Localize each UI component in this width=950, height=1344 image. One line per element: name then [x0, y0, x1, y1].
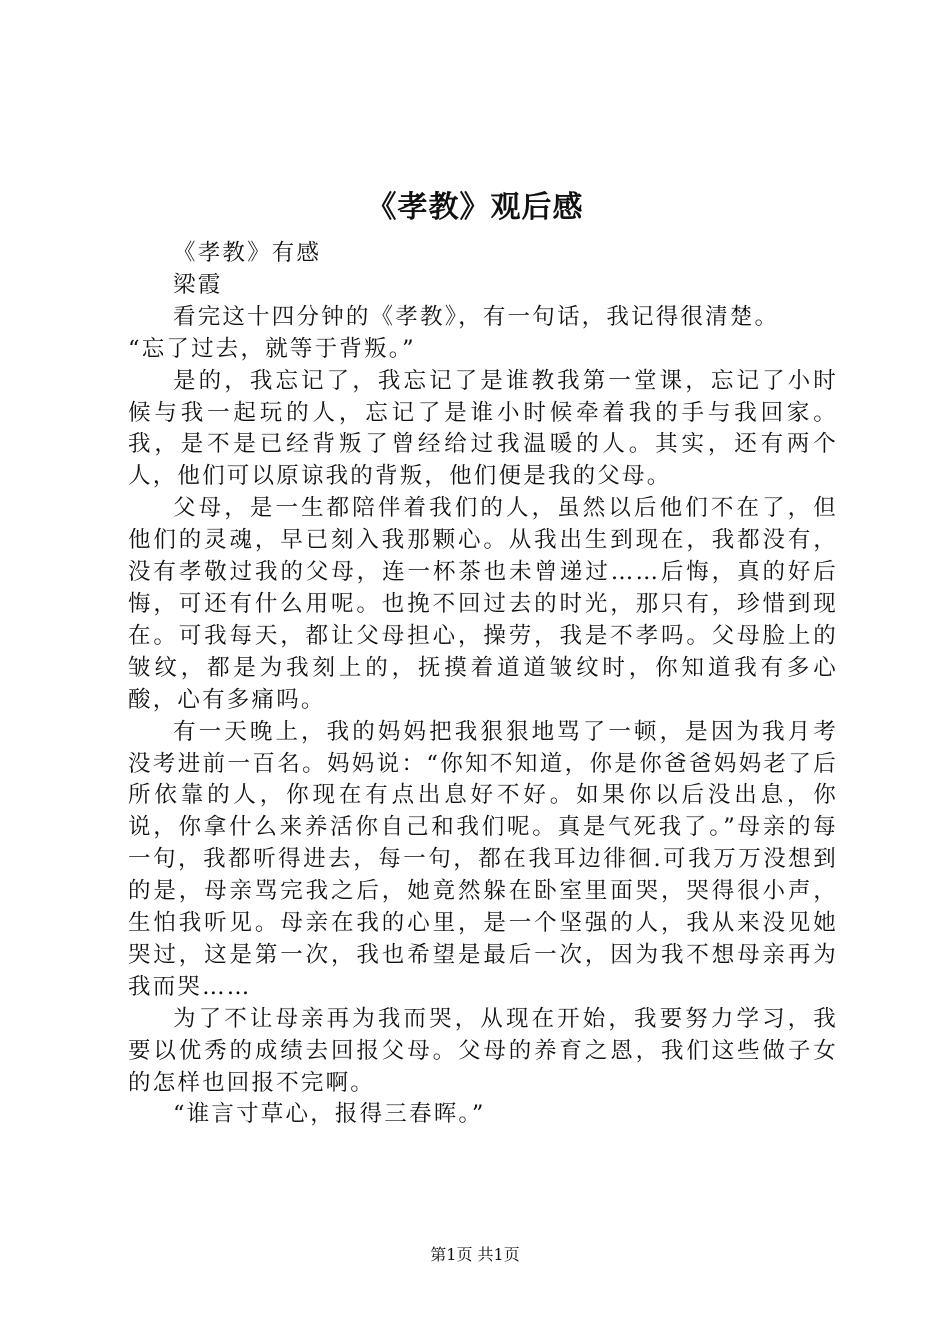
body-paragraph: 为了不让母亲再为我而哭，从现在开始，我要努力学习，我要以优秀的成绩去回报父母。父母的养育之恩，我们这些做子女的怎样也回报不完啊。	[128, 1005, 838, 1096]
quote-paragraph: “忘了过去，就等于背叛。”	[128, 335, 416, 362]
page-footer: 第1页 共1页	[430, 1245, 520, 1264]
body-paragraph: 父母，是一生都陪伴着我们的人，虽然以后他们不在了，但他们的灵魂，早已刻入我那颗心。从我出生到现在，我都没有，没有孝敬过我的父母，连一杯茶也未曾递过……后悔，真的好后悔，可还有什么用呢。也挽不回过去的时光，那只有，珍惜到现在。可我每天，都让父母担心，操劳，我是不孝吗。父母脸上的皱纹，都是为我刻上的，抚摸着道道皱纹时，你知道我有多心酸，心有多痛吗。	[128, 495, 838, 713]
subtitle-paragraph: 《孝教》有感	[173, 240, 322, 266]
body-paragraph: 有一天晚上，我的妈妈把我狠狠地骂了一顿，是因为我月考没考进前一百名。妈妈说：“你知不知道，你是你爸爸妈妈老了后所依靠的人，你现在有点出息好不好。如果你以后没出息，你说，你拿什么来养活你自己和我们呢。真是气死我了。”母亲的每一句，我都听得进去，每一句，都在我耳边徘徊.可我万万没想到的是，母亲骂完我之后，她竟然躲在卧室里面哭，哭得很小声，生怕我听见。母亲在我的心里，是一个坚强的人，我从来没见她哭过，这是第一次，我也希望是最后一次，因为我不想母亲再为我而哭……	[128, 718, 838, 1000]
document-body	[128, 238, 838, 1131]
document-title: 《孝教》观后感	[366, 190, 584, 225]
body-paragraph: 是的，我忘记了，我忘记了是谁教我第一堂课，忘记了小时候与我一起玩的人，忘记了是谁小时候牵着我的手与我回家。我，是不是已经背叛了曾经给过我温暖的人。其实，还有两个人，他们可以原谅我的背叛，他们便是我的父母。	[128, 367, 838, 490]
closing-quote-paragraph: “谁言寸草心，报得三春晖。”	[173, 1101, 486, 1128]
body-paragraph: 看完这十四分钟的《孝教》，有一句话，我记得很清楚。	[173, 303, 780, 330]
author-paragraph: 梁霞	[173, 271, 223, 298]
